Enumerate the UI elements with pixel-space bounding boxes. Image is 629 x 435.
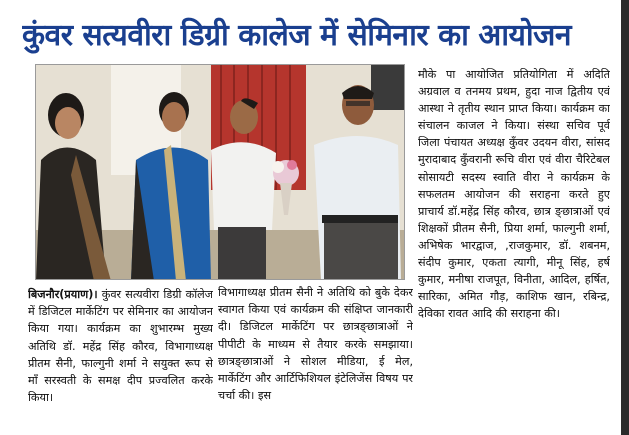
article-column-3 [418,66,610,418]
photo-poster [371,65,405,110]
article-column-2 [218,284,413,420]
article-col3-text: मौके पा आयोजित प्रतियोगिता में अदिति अग्रवाल व तनमय प्रथम, हुदा नाज द्वितीय एवं आस्था ने तृतीय स्थान प्राप्त किया। कार्यक्रम का संचालन काजल ने किया। संस्था सचिव पूर्व जिला पंचायत अध्यक्ष कुँवर उदयन वीरा, सांसद मुरादाबाद कुँवरानी रूचि वीरा एवं वीरा चैरिटेबल सोसायटी सदस्य स्वाति वीरा ने कार्यक्रम के सफलतम आयोजन की सराहना करते हुए प्राचार्य डॉ.महेंद्र सिंह कौरव, छात्र ङ्छात्राओं एवं शिक्षकों प्रीतम सैनी, प्रिया शर्मा, फाल्गुनी शर्मा, अभिषेक भारद्वाज, ,राजकुमार, डॉ. शबनम, संदीप कुमार, एकता त्यागी, मीनू सिंह, हर्ष कुमार, मनीषा राजपूत, विनीता, आदिल, हर्षित, सारिका, अमित गौड़, काशिफ खान, रबिन्द्र, देविका रावत आदि की सराहना की। [418,68,610,321]
article-dateline: बिजनौर(प्रयाण)। [28,288,98,301]
page-edge [621,0,629,435]
article-col1-text: कुंवर सत्यवीरा डिग्री कॉलेज में डिजिटल मार्केटिंग पर सेमिनार का आयोजन किया गया। कार्यक्रम का शुभारम्भ मुख्य अतिथि डॉ. महेंद्र सिंह कौरव, विभागाध्यक्ष प्रीतम सैनी, फाल्गुनी शर्मा ने सयुक्त रूप से माँ सरस्वती के समक्ष दीप प्रज्वलित करके किया। [28,288,213,405]
news-photo [35,64,405,280]
article-column-1 [28,286,213,420]
headline: कुंवर सत्यवीरा डिग्री कालेज में सेमिनार का आयोजन [22,18,572,53]
photo-icon [36,65,405,280]
article-col2-text: विभागाध्यक्ष प्रीतम सैनी ने अतिथि को बुके देकर स्वागत किया एवं कार्यक्रम की संक्षिप्त जानकारी दी। डिजिटल मार्केटिंग पर छात्रङ्छात्राओं ने पीपीटी के माध्यम से तैयार करके समझाया। छात्रङ्छात्राओं ने सोशल मीडिया, ई मेल, मार्केटिंग और आर्टिफिशियल इंटेलिजेंस विषय पर चर्चा की। इस [218,286,413,403]
